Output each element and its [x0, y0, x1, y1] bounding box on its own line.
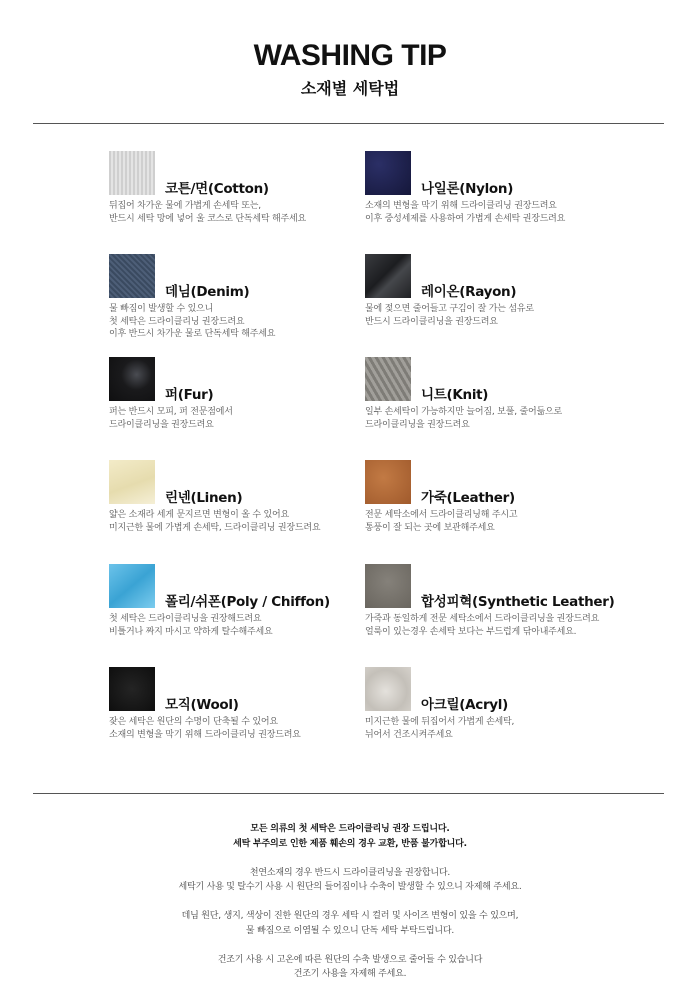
description-line: 가죽과 동일하게 전문 세탁소에서 드라이클리닝을 권장드려요 [365, 614, 600, 624]
denim-swatch [109, 254, 155, 298]
notes-bold-line: 모든 의류의 첫 세탁은 드라이클리닝 권장 드립니다. [250, 824, 450, 834]
material-acryl [365, 667, 655, 763]
description-line: 첫 세탁은 드라이클리닝을 권장해드려요 [109, 614, 262, 624]
description-line: 뉘어서 건조시켜주세요 [365, 729, 453, 740]
material-wool [109, 667, 399, 763]
description-line: 물에 젖으면 줄어들고 구김이 잘 가는 섬유로 [365, 304, 534, 314]
material-description [365, 303, 534, 328]
material-rayon [365, 254, 655, 350]
description-line: 전문 세탁소에서 드라이클리닝해 주시고 [365, 510, 518, 520]
description-line: 얇은 소재라 세게 문지르면 변형이 올 수 있어요 [109, 510, 290, 520]
care-notes [0, 822, 700, 982]
material-description [109, 509, 320, 534]
wool-swatch [109, 667, 155, 711]
material-leather [365, 460, 655, 556]
spacer [0, 895, 700, 910]
notes-line: 데님 원단, 생지, 색상이 진한 원단의 경우 세탁 시 컬러 및 사이즈 변형이 있을 수 있으며, [181, 911, 519, 921]
description-line: 첫 세탁은 드라이클리닝 권장드려요 [109, 316, 245, 327]
page-title: WASHING TIP [253, 39, 447, 72]
bottom-divider [33, 793, 664, 794]
notes-line: 물 빠짐으로 이염될 수 있으니 단독 세탁 부탁드립니다. [245, 925, 455, 936]
material-description [109, 303, 275, 341]
top-divider [33, 123, 664, 124]
material-description [365, 716, 514, 741]
material-name: 합성피혁(Synthetic Leather) [421, 594, 615, 610]
description-line: 미지근한 물에 뒤집어서 가볍게 손세탁, [365, 717, 515, 727]
material-denim [109, 254, 399, 350]
material-name: 레이온(Rayon) [421, 284, 517, 300]
acryl-swatch [365, 667, 411, 711]
material-description [109, 716, 301, 741]
page-header [0, 38, 700, 99]
material-poly-chiffon [109, 564, 399, 660]
material-knit [365, 357, 655, 453]
description-line: 소재의 변형을 막기 위해 드라이클리닝 권장드려요 [109, 729, 301, 740]
description-line: 이후 반드시 차가운 물로 단독세탁 해주세요 [109, 329, 276, 339]
material-name: 모직(Wool) [165, 697, 239, 713]
notes-bold-line: 세탁 부주의로 인한 제품 훼손의 경우 교환, 반품 불가합니다. [233, 838, 467, 849]
material-description [109, 406, 233, 431]
material-name: 아크릴(Acryl) [421, 697, 508, 713]
material-description [365, 509, 517, 534]
material-description [365, 406, 562, 431]
material-description [109, 200, 306, 225]
notes-line: 건조기 사용 시 고온에 따른 원단의 수축 발생으로 줄어들 수 있습니다 [217, 954, 483, 965]
description-line: 비틀거나 짜지 마시고 약하게 탈수해주세요 [109, 626, 273, 637]
description-line: 얼룩이 있는경우 손세탁 보다는 부드럽게 닦아내주세요. [365, 626, 577, 637]
description-line: 잦은 세탁은 원단의 수명이 단축될 수 있어요 [109, 717, 278, 727]
material-cotton [109, 151, 399, 247]
knit-swatch [365, 357, 411, 401]
chiffon-swatch [109, 564, 155, 608]
cotton-swatch [109, 151, 155, 195]
material-fur [109, 357, 399, 453]
fur-swatch [109, 357, 155, 401]
rayon-swatch [365, 254, 411, 298]
material-nylon [365, 151, 655, 247]
description-line: 드라이클리닝을 권장드려요 [109, 419, 214, 430]
notes-line: 건조기 사용을 자제해 주세요. [293, 969, 407, 979]
page-subtitle: 소재별 세탁법 [300, 79, 400, 98]
material-name: 폴리/쉬폰(Poly / Chiffon) [165, 594, 330, 610]
material-name: 가죽(Leather) [421, 490, 515, 506]
description-line: 통풍이 잘 되는 곳에 보관해주세요 [365, 522, 495, 533]
material-linen [109, 460, 399, 556]
description-line: 뒤집어 차가운 물에 가볍게 손세탁 또는, [109, 201, 261, 211]
description-line: 퍼는 반드시 모피, 퍼 전문점에서 [109, 407, 233, 417]
spacer [0, 851, 700, 866]
material-name: 퍼(Fur) [165, 387, 214, 403]
description-line: 물 빠짐이 발생할 수 있으니 [109, 304, 214, 314]
synthetic-leather-swatch [365, 564, 411, 608]
linen-swatch [109, 460, 155, 504]
notes-line: 세탁기 사용 및 탈수기 사용 시 원단의 들어짐이나 수축이 발생할 수 있으니 자제해 주세요. [178, 882, 522, 892]
description-line: 반드시 세탁 망에 넣어 울 코스로 단독세탁 해주세요 [109, 213, 307, 224]
material-synthetic-leather [365, 564, 655, 660]
description-line: 소재의 변형을 막기 위해 드라이클리닝 권장드려요 [365, 201, 557, 211]
material-name: 나일론(Nylon) [421, 181, 514, 197]
material-description [109, 613, 273, 638]
spacer [0, 938, 700, 953]
nylon-swatch [365, 151, 411, 195]
material-name: 린넨(Linen) [165, 490, 243, 506]
leather-swatch [365, 460, 411, 504]
description-line: 일부 손세탁이 가능하지만 늘어짐, 보풀, 줄어듦으로 [365, 407, 563, 417]
material-name: 니트(Knit) [421, 387, 489, 403]
description-line: 반드시 드라이클리닝을 권장드려요 [365, 316, 498, 327]
material-name: 코튼/면(Cotton) [165, 181, 269, 197]
material-name: 데님(Denim) [165, 284, 250, 300]
description-line: 이후 중성세제를 사용하여 가볍게 손세탁 권장드려요 [365, 213, 566, 224]
material-description [365, 200, 565, 225]
notes-line: 천연소재의 경우 반드시 드라이클리닝을 권장합니다. [249, 867, 451, 878]
description-line: 미지근한 물에 가볍게 손세탁, 드라이클리닝 권장드려요 [109, 522, 321, 533]
material-description [365, 613, 599, 638]
description-line: 드라이클리닝을 권장드려요 [365, 419, 470, 430]
